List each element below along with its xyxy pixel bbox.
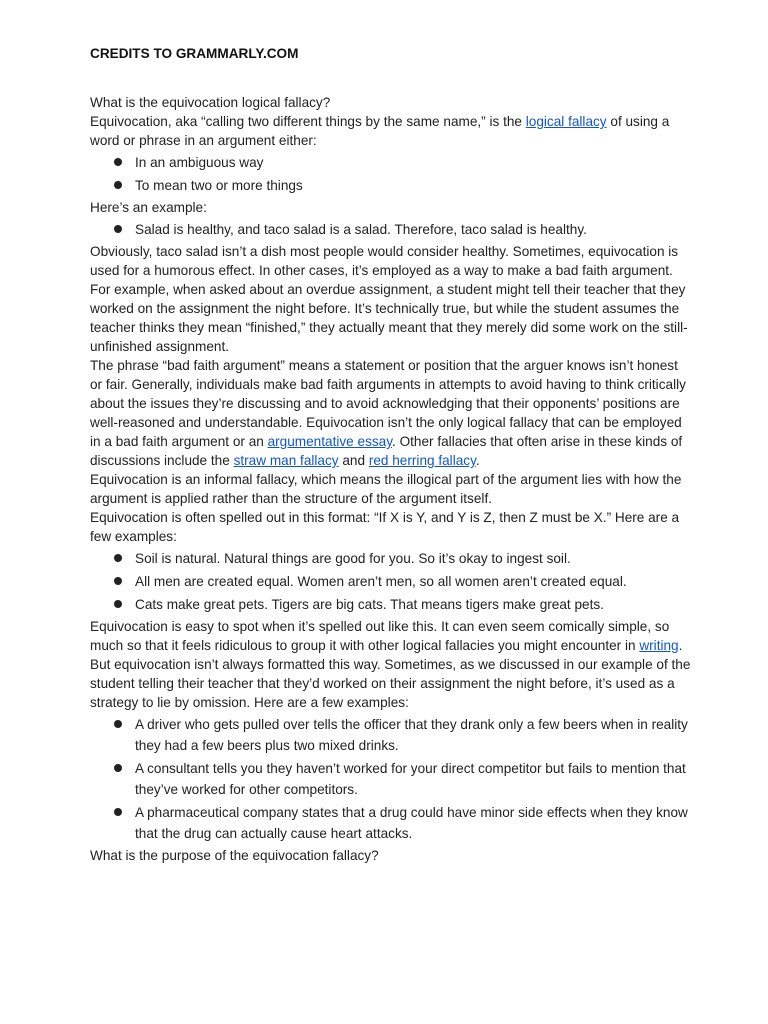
example-intro: Here’s an example: [90,200,207,215]
paragraph-format: Equivocation is often spelled out in this format: “If X is Y, and Y is Z, then Z must be X.” Here are a few examples: [90,510,680,544]
question-heading-1: What is the equivocation logical fallacy? [90,95,331,110]
list-format-examples [90,548,692,615]
link-straw-man-fallacy[interactable]: straw man fallacy [233,453,339,468]
bullet-icon [114,720,122,728]
list-item: A consultant tells you they haven’t worked for your direct competitor but fails to mention that they’ve worked for other competitors. [114,758,692,800]
bullet-icon [114,181,122,189]
list-item: Cats make great pets. Tigers are big cats. That means tigers make great pets. [114,594,692,615]
paragraph-taco-salad: Obviously, taco salad isn’t a dish most people would consider healthy. Sometimes, equivocation is used for a humorous effect. In other cases, it’s employed as a way to make a bad faith argument. For example, when asked about an overdue assignment, a student might tell their teacher that they worked on the assignment the night before. It’s technically true, but while the student assumes the teacher thinks they mean “finished,” they actually meant that they merely did some work on the still-unfinished assignment. [90,244,688,354]
list-item: Soil is natural. Natural things are good for you. So it’s okay to ingest soil. [114,548,692,569]
bullet-icon [114,554,122,562]
list-example [90,219,692,240]
paragraph-easy-to-spot: Equivocation is easy to spot when it’s spelled out like this. It can even seem comically simple, so much so that it feels ridiculous to group it with other logical fallacies you might encounter in writing. [90,619,683,653]
list-item: To mean two or more things [114,175,692,196]
list-item: Salad is healthy, and taco salad is a salad. Therefore, taco salad is healthy. [114,219,692,240]
link-red-herring-fallacy[interactable]: red herring fallacy [368,453,476,468]
link-argumentative-essay[interactable]: argumentative essay [267,434,393,449]
list-item: In an ambiguous way [114,152,692,173]
question-heading-2: What is the purpose of the equivocation fallacy? [90,848,379,863]
link-writing[interactable]: writing [639,638,679,653]
list-item: All men are created equal. Women aren’t men, so all women aren’t created equal. [114,571,692,592]
bullet-icon [114,158,122,166]
list-omission-examples [90,714,692,844]
bullet-icon [114,600,122,608]
bullet-icon [114,808,122,816]
list-item: A pharmaceutical company states that a drug could have minor side effects when they know that the drug can actually cause heart attacks. [114,802,692,844]
list-ways [90,152,692,196]
list-item: A driver who gets pulled over tells the officer that they drank only a few beers when in reality they had a few beers plus two mixed drinks. [114,714,692,756]
link-logical-fallacy[interactable]: logical fallacy [525,114,607,129]
credits-heading: CREDITS TO GRAMMARLY.COM [90,46,299,61]
paragraph-informal-fallacy: Equivocation is an informal fallacy, which means the illogical part of the argument lies with how the argument is applied rather than the structure of the argument itself. [90,472,682,506]
bullet-icon [114,577,122,585]
paragraph-lie-by-omission: But equivocation isn’t always formatted this way. Sometimes, as we discussed in our example of the student telling their teacher that they’d worked on their assignment the night before, it’s used as a strategy to lie by omission. Here are a few examples: [90,657,691,710]
bullet-icon [114,225,122,233]
bullet-icon [114,764,122,772]
paragraph-bad-faith: The phrase “bad faith argument” means a statement or position that the arguer knows isn’t honest or fair. Generally, individuals make bad faith arguments in attempts to avoid having to think critically about the issues they’re discussing and to avoid acknowledging that their opponents’ positions are well-reasoned and understandable. Equivocation isn’t the only logical fallacy that can be employed in a bad faith argument or an argumentative essay. Other fallacies that often arise in these kinds of discussions include the straw man fallacy and red herring fallacy. [90,358,686,468]
paragraph-definition: Equivocation, aka “calling two different things by the same name,” is the logical fallacy of using a word or phrase in an argument either: [90,114,670,148]
